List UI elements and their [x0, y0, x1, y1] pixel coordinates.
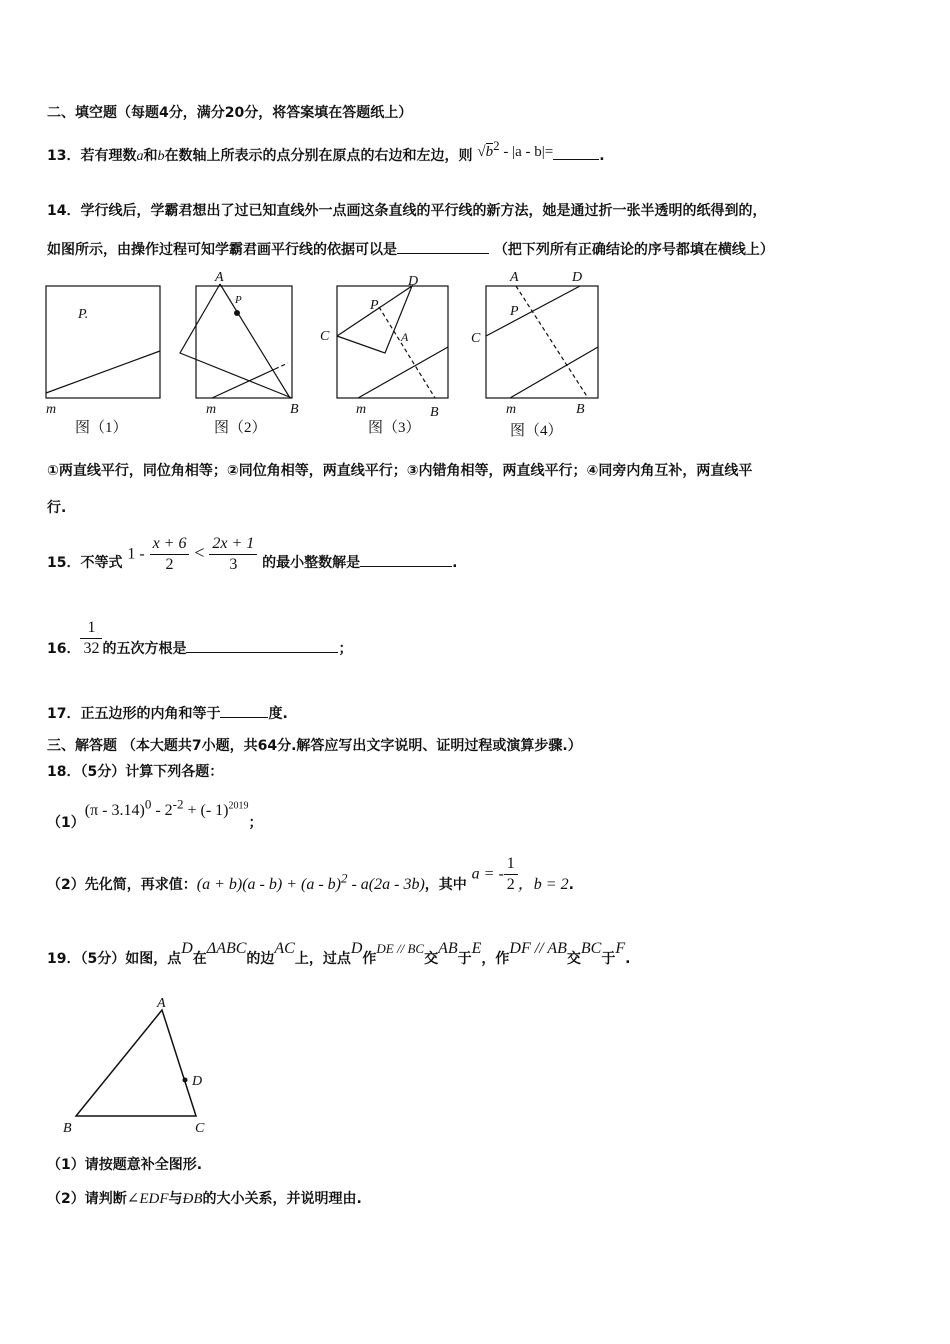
q13-var-a: a	[136, 149, 144, 164]
fig3-line-m	[358, 347, 448, 398]
q14-options-line1: ①两直线平行，同位角相等；②同位角相等，两直线平行；③内错角相等，两直线平行；④同旁内角互补，两直线平	[47, 463, 753, 479]
q19-triangle-figure	[55, 995, 225, 1145]
q17-text: 17．正五边形的内角和等于	[47, 706, 221, 722]
question-15	[47, 534, 457, 575]
question-19: 19．（5分）如图，点D在ΔABC的边AC上，过点D作DE // BC交AB于E，作DF // AB交BC于F.	[47, 940, 631, 967]
question-16	[47, 618, 352, 659]
label-b: B	[63, 1121, 72, 1136]
q14-text: 如图所示，由操作过程可知学霸君画平行线的依据可以是	[47, 242, 397, 258]
fig4-label-b: B	[576, 402, 585, 417]
fig2-caption: 图（2）	[214, 420, 267, 436]
fig2-fold-2	[220, 284, 290, 398]
q16-answer-blank[interactable]	[186, 638, 338, 653]
q16-prefix: 16．	[47, 640, 81, 657]
fig4-label-m: m	[506, 402, 517, 417]
q15-prefix: 15．不等式	[47, 554, 123, 571]
q13-end: .	[599, 148, 605, 164]
fig1-label-m: m	[46, 402, 57, 417]
q19-sub-1: （1）请按题意补全图形.	[47, 1157, 203, 1173]
question-14-line2	[47, 239, 774, 259]
q18-p2-label: （2）先化简，再求值：	[47, 876, 197, 893]
q15-fraction-left: $\frac{x + 6}{2}$	[150, 534, 190, 575]
fig1-line-m	[46, 351, 160, 393]
fig2-label-p: P	[235, 294, 242, 306]
q19-sub-2: （2）请判断∠EDF与ÐB的大小关系，并说明理由.	[47, 1191, 362, 1207]
q18-p1-label: （1）	[47, 815, 85, 832]
fig3-caption: 图（3）	[368, 420, 421, 436]
q18-p1-end: ；	[248, 815, 263, 832]
q15-answer-blank[interactable]	[360, 552, 452, 567]
fig2-paper	[196, 286, 292, 398]
fig3-label-a: A	[401, 330, 409, 344]
fig3-dashed	[379, 307, 435, 398]
section-2-title: 二、填空题（每题4分，满分20分，将答案填在答题纸上）	[47, 105, 413, 121]
fig2-line-m	[212, 369, 275, 398]
fig4-line-m	[510, 347, 598, 398]
q13-expression: $√b^2 - |a - b|=$	[477, 138, 554, 160]
q18-p2-where: ，其中	[424, 876, 467, 893]
q17-answer-blank[interactable]	[220, 703, 268, 718]
fig2-label-m: m	[206, 402, 217, 417]
fig3-label-m: m	[356, 402, 367, 417]
question-17	[47, 703, 288, 723]
q14-figures	[40, 265, 620, 445]
question-13	[47, 138, 605, 166]
q18-p2-end: .	[568, 876, 574, 893]
q18-part-2	[47, 854, 574, 895]
section-3-title: 三、解答题 （本大题共7小题，共64分.解答应写出文字说明、证明过程或演算步骤.）	[47, 738, 582, 754]
q18-p1-expression: $(\pi - 3.14)^0 - 2^{-2}$ + (- 1)$^{2019}$	[84, 797, 249, 820]
q18-p2-fraction: $\frac{1}{2}$	[504, 854, 518, 895]
fig4-label-d: D	[572, 270, 583, 285]
fig2-dashed	[275, 363, 288, 369]
fig3-label-c: C	[320, 329, 330, 344]
q13-var-b: b	[157, 149, 165, 164]
fig2-label-a: A	[215, 270, 224, 285]
question-14-line1: 14．学行线后，学霸君想出了过已知直线外一点画这条直线的平行线的新方法，她是通过折一张半透明的纸得到的，	[47, 203, 767, 219]
fig2-point-p	[234, 310, 240, 316]
q16-fraction: $\frac{1}{32}$	[80, 618, 102, 659]
q15-text: 的最小整数解是	[262, 554, 361, 571]
q13-answer-blank[interactable]	[553, 145, 599, 160]
q18-part-1	[47, 795, 263, 832]
q18-p2-b-value: ，b = 2	[517, 875, 569, 893]
fig4-line-upper	[486, 286, 580, 336]
fig3-label-p: P	[370, 298, 379, 313]
q13-and: 和	[143, 148, 158, 164]
fig4-label-a: A	[510, 270, 519, 285]
q18-p2-expression: (a + b)(a - b) + (a - b)$^2$ - a(2a - 3b)	[196, 870, 425, 893]
q17-end: 度.	[268, 706, 288, 722]
fig2-label-b: B	[290, 402, 299, 417]
q14-options-line2: 行.	[47, 500, 67, 516]
q15-fraction-right: $\frac{2x + 1}{3}$	[209, 534, 257, 575]
q15-end: .	[452, 554, 458, 571]
fig1-label-p: P.	[78, 307, 89, 322]
q14-hint: （把下列所有正确结论的序号都填在横线上）	[493, 242, 774, 258]
triangle-abc	[76, 1010, 196, 1116]
fig4-paper	[486, 286, 598, 398]
q15-less-than: <	[194, 542, 205, 563]
q18-p2-a-value: a = -	[471, 865, 504, 883]
fig1-caption: 图（1）	[75, 420, 128, 436]
fig4-dashed	[516, 286, 588, 398]
label-c: C	[195, 1121, 205, 1136]
q13-prefix: 13．若有理数	[47, 148, 137, 164]
q14-answer-blank[interactable]	[397, 239, 489, 254]
fig1-paper	[46, 286, 160, 398]
q16-end: ；	[338, 640, 353, 657]
point-d	[183, 1078, 188, 1083]
fig4-label-c: C	[471, 331, 481, 346]
q16-text: 的五次方根是	[102, 640, 187, 657]
fig3-label-d: D	[408, 274, 419, 289]
q13-text: 在数轴上所表示的点分别在原点的右边和左边，则	[164, 148, 473, 164]
fig3-label-b: B	[430, 405, 439, 420]
fig4-label-p: P	[510, 304, 519, 319]
fig4-caption: 图（4）	[510, 423, 563, 439]
label-a: A	[157, 996, 166, 1011]
label-d: D	[192, 1074, 203, 1089]
q15-one-minus: 1 -	[127, 545, 145, 563]
question-18-title: 18．（5分）计算下列各题：	[47, 764, 224, 780]
